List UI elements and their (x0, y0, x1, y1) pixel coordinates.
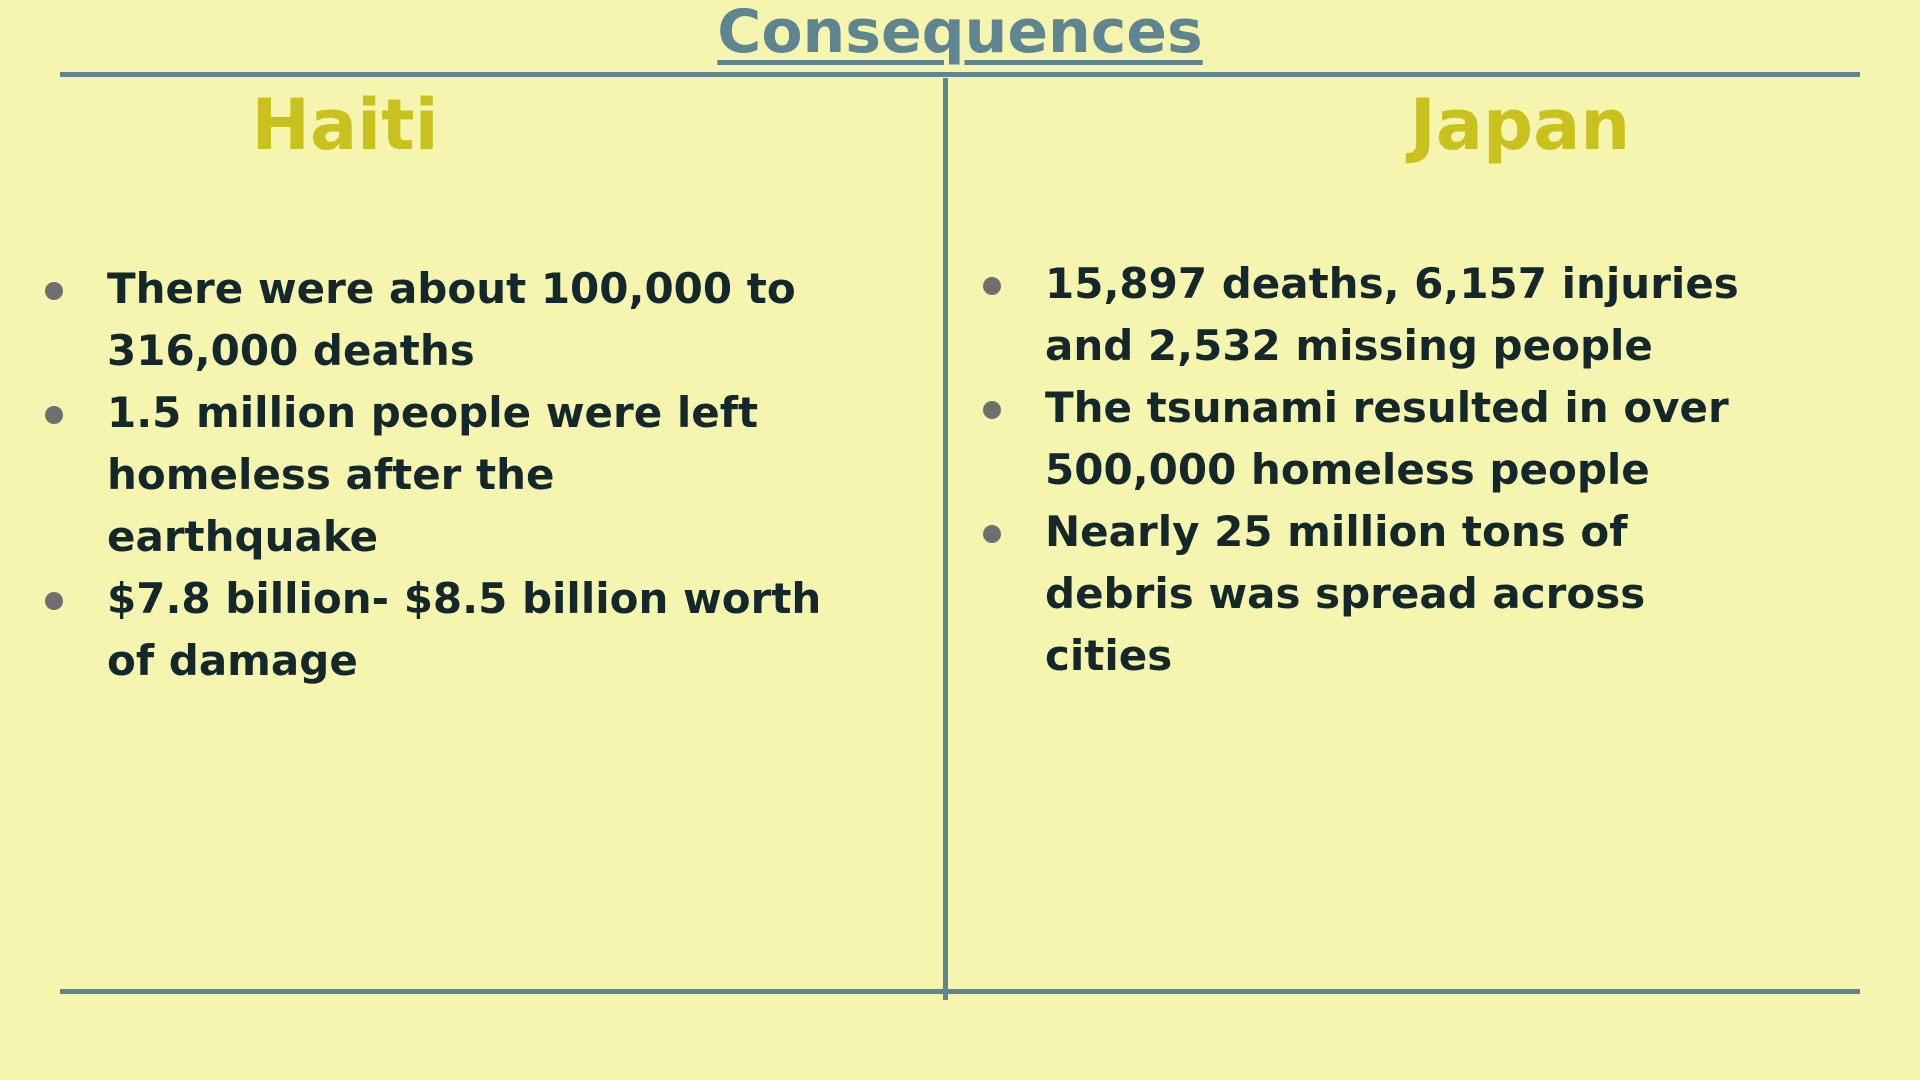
haiti-bullet-deaths: There were about 100,000 to 316,000 deaths (107, 258, 827, 382)
bottom-rule (60, 989, 1860, 994)
japan-bullet-casualties: 15,897 deaths, 6,157 injuries and 2,532 missing people (1045, 253, 1785, 377)
haiti-bullet-list (107, 258, 827, 692)
column-divider (943, 78, 948, 1000)
japan-heading: Japan (1409, 84, 1631, 166)
japan-bullet-homeless: The tsunami resulted in over 500,000 homeless people (1045, 377, 1785, 501)
japan-bullet-debris: Nearly 25 million tons of debris was spread across cities (1045, 501, 1785, 687)
top-rule (60, 72, 1860, 77)
slide-title: Consequences (717, 0, 1203, 67)
japan-bullet-list (1045, 253, 1785, 687)
haiti-bullet-damage: $7.8 billion- $8.5 billion worth of damage (107, 568, 827, 692)
haiti-heading: Haiti (251, 84, 439, 166)
haiti-bullet-homeless: 1.5 million people were left homeless after the earthquake (107, 382, 827, 568)
